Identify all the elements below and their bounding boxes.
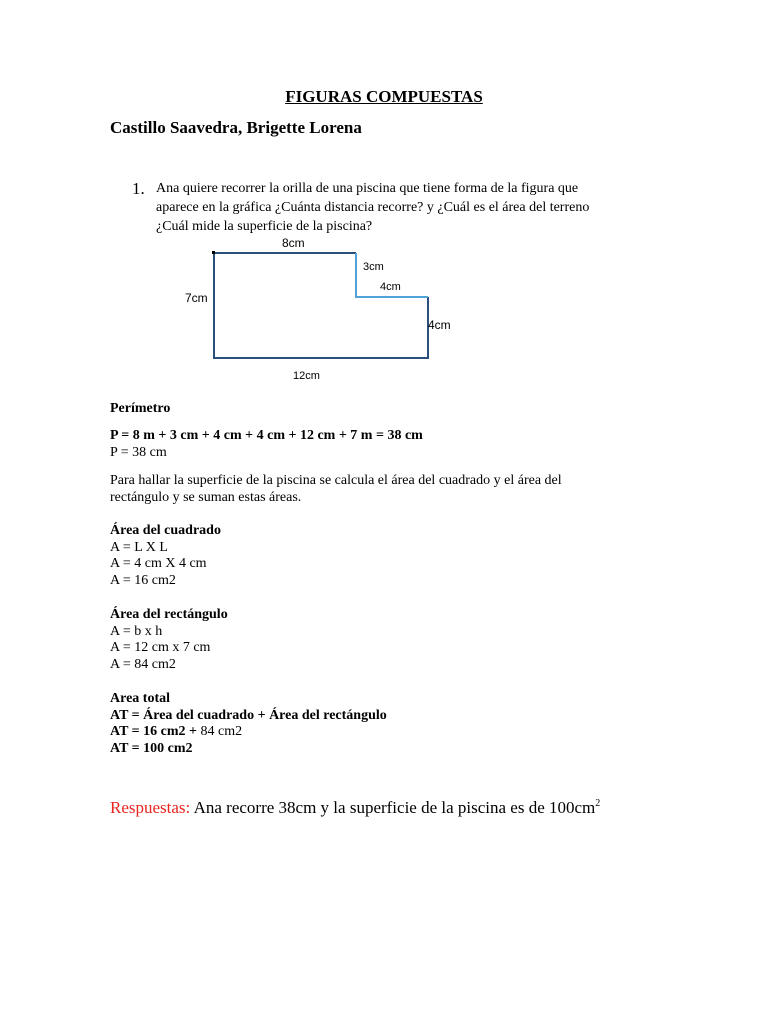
label-bottom: 12cm — [293, 370, 320, 382]
cuadrado-line-2: A = 4 cm X 4 cm — [110, 556, 207, 571]
label-step-vertical: 3cm — [363, 261, 384, 273]
total-formula: AT = Área del cuadrado + Área del rectángulo — [110, 708, 387, 723]
question-line-3: ¿Cuál mide la superficie de la piscina? — [156, 219, 373, 234]
explanation-line-2: rectángulo y se suman estas áreas. — [110, 490, 302, 505]
rectangulo-line-3: A = 84 cm2 — [110, 657, 176, 672]
answer-text: Ana recorre 38cm y la superficie de la piscina es de 100cm — [190, 798, 596, 817]
perimetro-result: P = 38 cm — [110, 445, 167, 460]
answer-line — [110, 798, 600, 818]
rectangulo-line-2: A = 12 cm x 7 cm — [110, 640, 211, 655]
figure-outline — [214, 253, 428, 358]
question-line-1: Ana quiere recorrer la orilla de una piscina que tiene forma de la figura que — [156, 181, 579, 196]
perimetro-heading: Perímetro — [110, 401, 171, 416]
author-name: Castillo Saavedra, Brigette Lorena — [110, 118, 362, 137]
perimetro-formula: P = 8 m + 3 cm + 4 cm + 4 cm + 12 cm + 7 m = 38 cm — [110, 428, 423, 443]
pool-figure — [150, 230, 470, 390]
figure-corner-dot — [212, 251, 215, 254]
answer-label: Respuestas: — [110, 798, 191, 817]
label-step-horizontal: 4cm — [380, 281, 401, 293]
question-number: 1. — [132, 179, 145, 198]
question-line-2: aparece en la gráfica ¿Cuánta distancia recorre? y ¿Cuál es el área del terreno — [156, 200, 590, 215]
cuadrado-line-1: A = L X L — [110, 540, 168, 555]
total-result: AT = 100 cm2 — [110, 741, 193, 756]
cuadrado-heading: Área del cuadrado — [110, 523, 221, 538]
total-sum — [110, 724, 242, 740]
total-sum-normal: 84 cm2 — [197, 724, 243, 739]
label-left: 7cm — [185, 291, 208, 305]
total-sum-bold: AT = 16 cm2 + — [110, 724, 197, 739]
total-heading: Area total — [110, 691, 170, 706]
explanation-line-1: Para hallar la superficie de la piscina se calcula el área del cuadrado y el área del — [110, 473, 562, 488]
label-top: 8cm — [282, 236, 305, 250]
answer-superscript: 2 — [595, 798, 601, 809]
rectangulo-heading: Área del rectángulo — [110, 607, 228, 622]
cuadrado-line-3: A = 16 cm2 — [110, 573, 176, 588]
rectangulo-line-1: A = b x h — [110, 624, 163, 639]
label-right: 4cm — [428, 318, 451, 332]
page-title: FIGURAS COMPUESTAS — [285, 87, 483, 106]
